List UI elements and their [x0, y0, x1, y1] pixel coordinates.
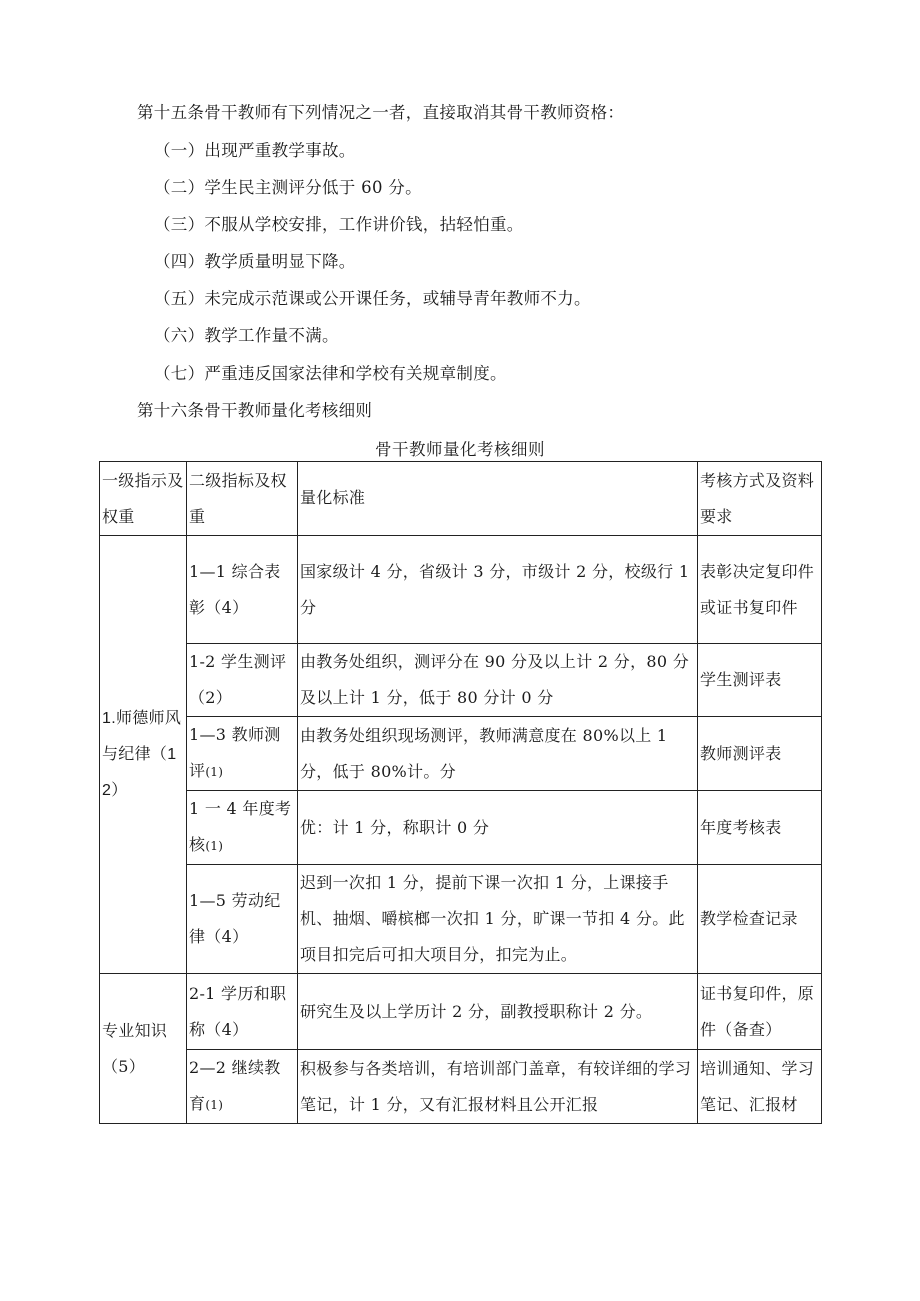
indicator-1-1: 1—1 综合表彰（4）: [187, 536, 298, 644]
article-15-item-2: （二）学生民主测评分低于 60 分。: [154, 178, 422, 197]
article-15-item-3: （三）不服从学校安排，工作讲价钱，拈轻怕重。: [154, 215, 524, 234]
group2-label: 专业知识（5）: [100, 974, 187, 1124]
indicator-1-4: 1 一 4 年度考核(1): [187, 791, 298, 865]
method-2-2: 培训通知、学习笔记、汇报材: [698, 1050, 822, 1124]
method-1-4: 年度考核表: [698, 791, 822, 865]
indicator-1-4-weight: (1): [205, 839, 224, 853]
table-row: [100, 974, 822, 1050]
standard-1-3: 由教务处组织现场测评，教师满意度在 80%以上 1 分，低于 80%计。分: [298, 717, 698, 791]
group1-label: 1.师德师风与纪律（12）: [100, 536, 187, 974]
indicator-1-5: 1—5 劳动纪律（4）: [187, 865, 298, 974]
table-header-row: [100, 462, 822, 536]
method-1-1: 表彰决定复印件或证书复印件: [698, 536, 822, 644]
table-row: [100, 717, 822, 791]
standard-2-1: 研究生及以上学历计 2 分，副教授职称计 2 分。: [298, 974, 698, 1050]
method-1-2: 学生测评表: [698, 644, 822, 717]
article-15-item-5: （五）未完成示范课或公开课任务，或辅导青年教师不力。: [154, 289, 591, 308]
standard-2-2: 积极参与各类培训，有培训部门盖章，有较详细的学习笔记，计 1 分，又有汇报材料且公开汇报: [298, 1050, 698, 1124]
table-title: 骨干教师量化考核细则: [375, 440, 545, 459]
article-15-item-7: （七）严重违反国家法律和学校有关规章制度。: [154, 364, 507, 383]
method-1-3: 教师测评表: [698, 717, 822, 791]
indicator-2-1: 2-1 学历和职称（4）: [187, 974, 298, 1050]
article-15-item-6: （六）教学工作量不满。: [154, 326, 339, 345]
header-level2: 二级指标及权重: [187, 462, 298, 536]
header-method: 考核方式及资料要求: [698, 462, 822, 536]
indicator-2-2: 2—2 继续教育(1): [187, 1050, 298, 1124]
article-15-item-4: （四）教学质量明显下降。: [154, 252, 356, 271]
article-15-heading: 第十五条骨干教师有下列情况之一者，直接取消其骨干教师资格：: [137, 103, 625, 122]
standard-1-2: 由教务处组织，测评分在 90 分及以上计 2 分，80 分及以上计 1 分，低于 80 分计 0 分: [298, 644, 698, 717]
standard-1-4: 优：计 1 分，称职计 0 分: [298, 791, 698, 865]
method-1-5: 教学检查记录: [698, 865, 822, 974]
table-row: [100, 865, 822, 974]
table-row: [100, 644, 822, 717]
table-row: [100, 791, 822, 865]
header-standard: 量化标准: [298, 462, 698, 536]
table-row: [100, 1050, 822, 1124]
indicator-1-3-weight: (1): [205, 765, 224, 779]
article-15-item-1: （一）出现严重教学事故。: [154, 141, 356, 160]
article-16-heading: 第十六条骨干教师量化考核细则: [137, 401, 373, 420]
standard-1-1: 国家级计 4 分，省级计 3 分，市级计 2 分，校级行 1 分: [298, 536, 698, 644]
standard-1-5: 迟到一次扣 1 分，提前下课一次扣 1 分，上课接手机、抽烟、嚼槟榔一次扣 1 分，旷课一节扣 4 分。此项目扣完后可扣大项目分，扣完为止。: [298, 865, 698, 974]
indicator-1-2: 1-2 学生测评（2）: [187, 644, 298, 717]
method-2-1: 证书复印件，原件（备查）: [698, 974, 822, 1050]
table-row: [100, 536, 822, 644]
indicator-1-3: 1—3 教师测评(1): [187, 717, 298, 791]
header-level1: 一级指示及权重: [100, 462, 187, 536]
indicator-2-2-weight: (1): [205, 1098, 224, 1112]
assessment-table: [99, 461, 822, 1124]
